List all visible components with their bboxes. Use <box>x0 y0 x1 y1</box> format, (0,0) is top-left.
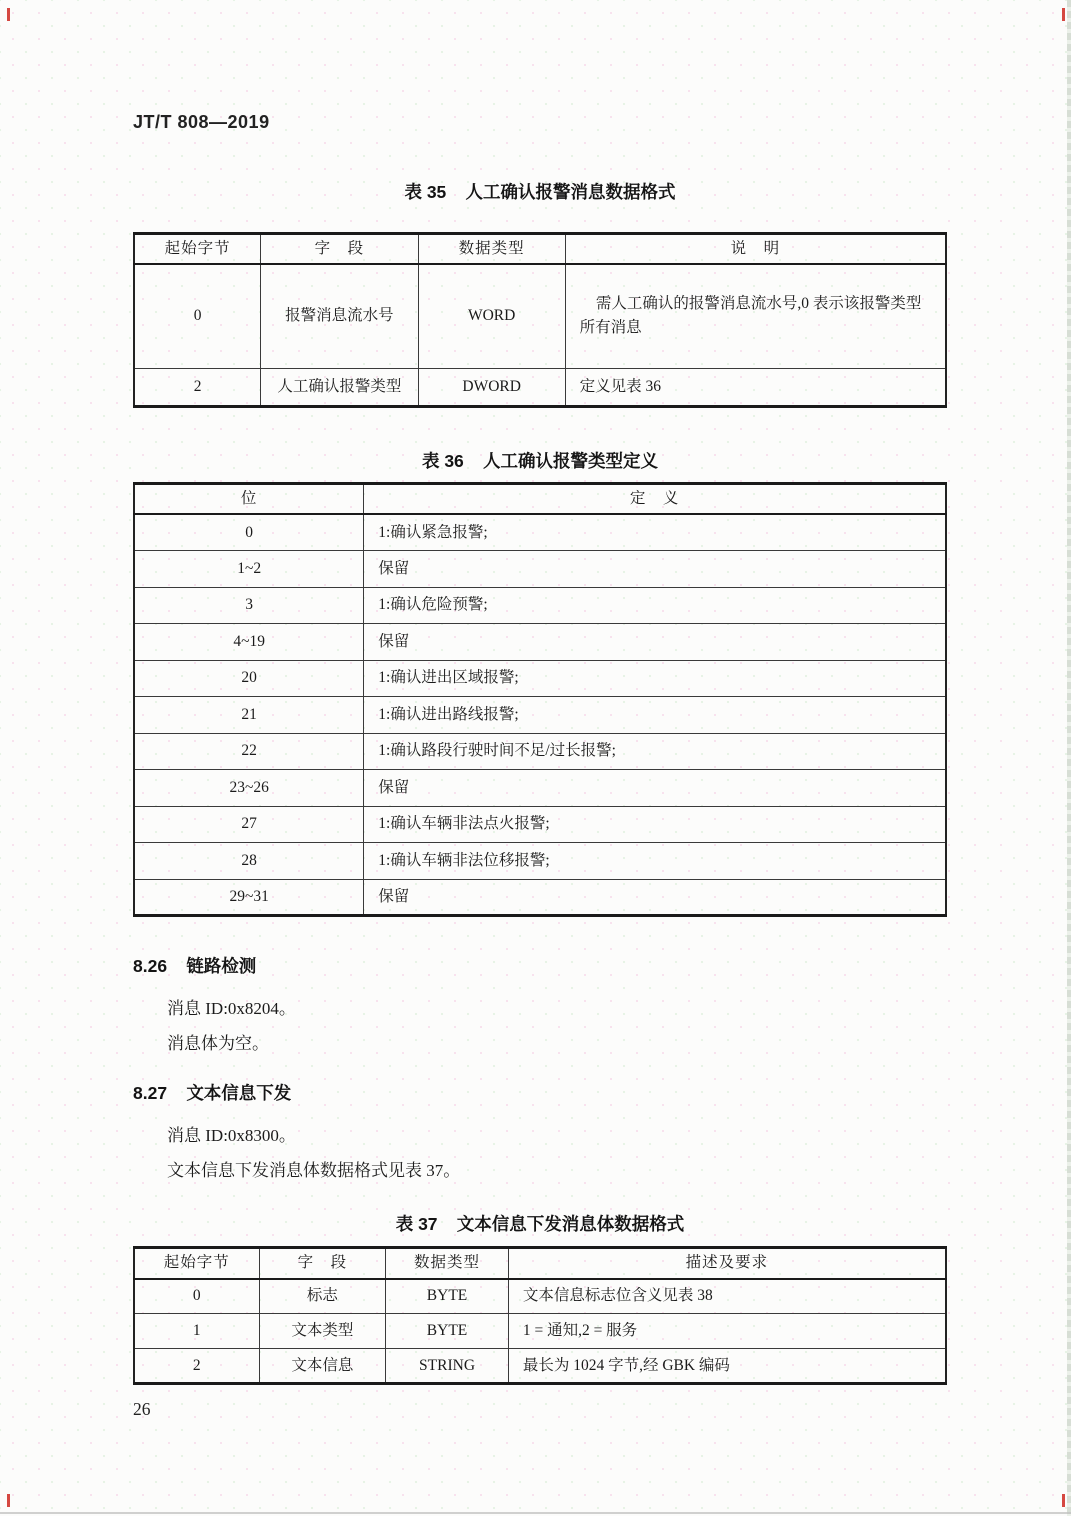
table-cell: 1:确认车辆非法点火报警; <box>364 806 946 843</box>
section-heading-8-26 <box>133 953 947 978</box>
table36-header-row <box>134 483 946 514</box>
table-cell: 文本信息标志位含义见表 38 <box>508 1279 946 1314</box>
registration-mark <box>7 1494 10 1507</box>
table37-title-text: 文本信息下发消息体数据格式 <box>456 1214 685 1235</box>
section-title: 文本信息下发 <box>186 1083 292 1104</box>
table-row <box>134 843 946 880</box>
table-cell: 定义见表 36 <box>565 368 946 406</box>
column-header: 位 <box>134 483 364 514</box>
table-cell: 28 <box>134 843 364 880</box>
table-cell: 27 <box>134 806 364 843</box>
table-row <box>134 733 946 770</box>
table-row <box>134 770 946 807</box>
table35 <box>133 232 947 408</box>
table-cell: 1:确认进出路线报警; <box>364 697 946 734</box>
column-header: 起始字节 <box>134 234 261 265</box>
table-cell: 文本类型 <box>259 1314 386 1349</box>
registration-mark <box>1062 1494 1065 1507</box>
page-number: 26 <box>133 1399 151 1420</box>
table-cell: 4~19 <box>134 624 364 661</box>
table36-body <box>134 514 946 916</box>
table-cell: STRING <box>386 1349 509 1384</box>
table37-body <box>134 1279 946 1384</box>
table-cell: 1 = 通知,2 = 服务 <box>508 1314 946 1349</box>
scan-edge-artifact <box>1067 0 1071 1516</box>
table37 <box>133 1246 947 1385</box>
column-header: 起始字节 <box>134 1248 259 1279</box>
table-cell: 1 <box>134 1314 259 1349</box>
table-cell: 人工确认报警类型 <box>261 368 419 406</box>
table-cell: 2 <box>134 368 261 406</box>
paragraph: 消息 ID:0x8300。 <box>167 1126 296 1146</box>
table-cell: 22 <box>134 733 364 770</box>
table-cell: 最长为 1024 字节,经 GBK 编码 <box>508 1349 946 1384</box>
paragraph: 文本信息下发消息体数据格式见表 37。 <box>167 1161 461 1181</box>
table-cell: 保留 <box>364 551 946 588</box>
table37-header-row <box>134 1248 946 1279</box>
section-heading-8-27 <box>133 1080 947 1105</box>
table-row <box>134 697 946 734</box>
table-cell: 23~26 <box>134 770 364 807</box>
column-header: 数据类型 <box>418 234 565 265</box>
table35-title-text: 人工确认报警消息数据格式 <box>465 182 676 202</box>
table-row <box>134 587 946 624</box>
table-cell: 1:确认危险预警; <box>364 587 946 624</box>
table-cell: 需人工确认的报警消息流水号,0 表示该报警类型所有消息 <box>565 264 946 368</box>
table-row <box>134 368 946 406</box>
column-header: 数据类型 <box>386 1248 509 1279</box>
table-cell: 20 <box>134 660 364 697</box>
table-row <box>134 1279 946 1314</box>
table36 <box>133 482 947 918</box>
table-cell: 1~2 <box>134 551 364 588</box>
table36-title-label: 表 36 <box>421 450 464 471</box>
table-cell: 21 <box>134 697 364 734</box>
table35-title <box>133 179 947 204</box>
table-cell: 报警消息流水号 <box>261 264 419 368</box>
table-row <box>134 514 946 551</box>
table-cell: 0 <box>134 264 261 368</box>
table-cell: WORD <box>418 264 565 368</box>
table-cell: 文本信息 <box>259 1349 386 1384</box>
section-number: 8.26 <box>133 956 168 977</box>
table-row <box>134 551 946 588</box>
table-cell: BYTE <box>386 1279 509 1314</box>
registration-mark <box>7 8 10 21</box>
column-header: 定 义 <box>364 483 946 514</box>
table-cell: DWORD <box>418 368 565 406</box>
table-row <box>134 879 946 916</box>
section-number: 8.27 <box>133 1083 168 1104</box>
column-header: 字 段 <box>259 1248 386 1279</box>
table37-title-label: 表 37 <box>395 1214 438 1235</box>
column-header: 描述及要求 <box>508 1248 946 1279</box>
table-cell: 29~31 <box>134 879 364 916</box>
table35-body <box>134 264 946 406</box>
table-cell: 2 <box>134 1349 259 1384</box>
table35-title-label: 表 35 <box>404 182 447 202</box>
table-cell: BYTE <box>386 1314 509 1349</box>
table-cell: 3 <box>134 587 364 624</box>
table35-header-row <box>134 234 946 265</box>
table-cell: 标志 <box>259 1279 386 1314</box>
table-row <box>134 660 946 697</box>
standard-number-header: JT/T 808—2019 <box>133 112 270 132</box>
column-header: 字 段 <box>261 234 419 265</box>
table-cell: 1:确认车辆非法位移报警; <box>364 843 946 880</box>
table-cell: 1:确认紧急报警; <box>364 514 946 551</box>
table-row <box>134 1314 946 1349</box>
table-cell: 保留 <box>364 770 946 807</box>
table-cell: 保留 <box>364 624 946 661</box>
table-cell: 1:确认路段行驶时间不足/过长报警; <box>364 733 946 770</box>
table-cell: 0 <box>134 514 364 551</box>
table-cell: 保留 <box>364 879 946 916</box>
paragraph: 消息 ID:0x8204。 <box>167 999 296 1019</box>
table-cell: 1:确认进出区域报警; <box>364 660 946 697</box>
table37-title <box>133 1211 947 1236</box>
table-row <box>134 264 946 368</box>
paragraph: 消息体为空。 <box>167 1034 269 1054</box>
column-header: 说 明 <box>565 234 946 265</box>
registration-mark <box>1062 8 1065 21</box>
table36-title <box>133 448 947 473</box>
table-row <box>134 806 946 843</box>
scan-edge-artifact <box>0 1512 1071 1514</box>
table-cell: 0 <box>134 1279 259 1314</box>
table36-title-text: 人工确认报警类型定义 <box>483 450 659 471</box>
table-row <box>134 1349 946 1384</box>
section-title: 链路检测 <box>186 956 257 977</box>
table-row <box>134 624 946 661</box>
